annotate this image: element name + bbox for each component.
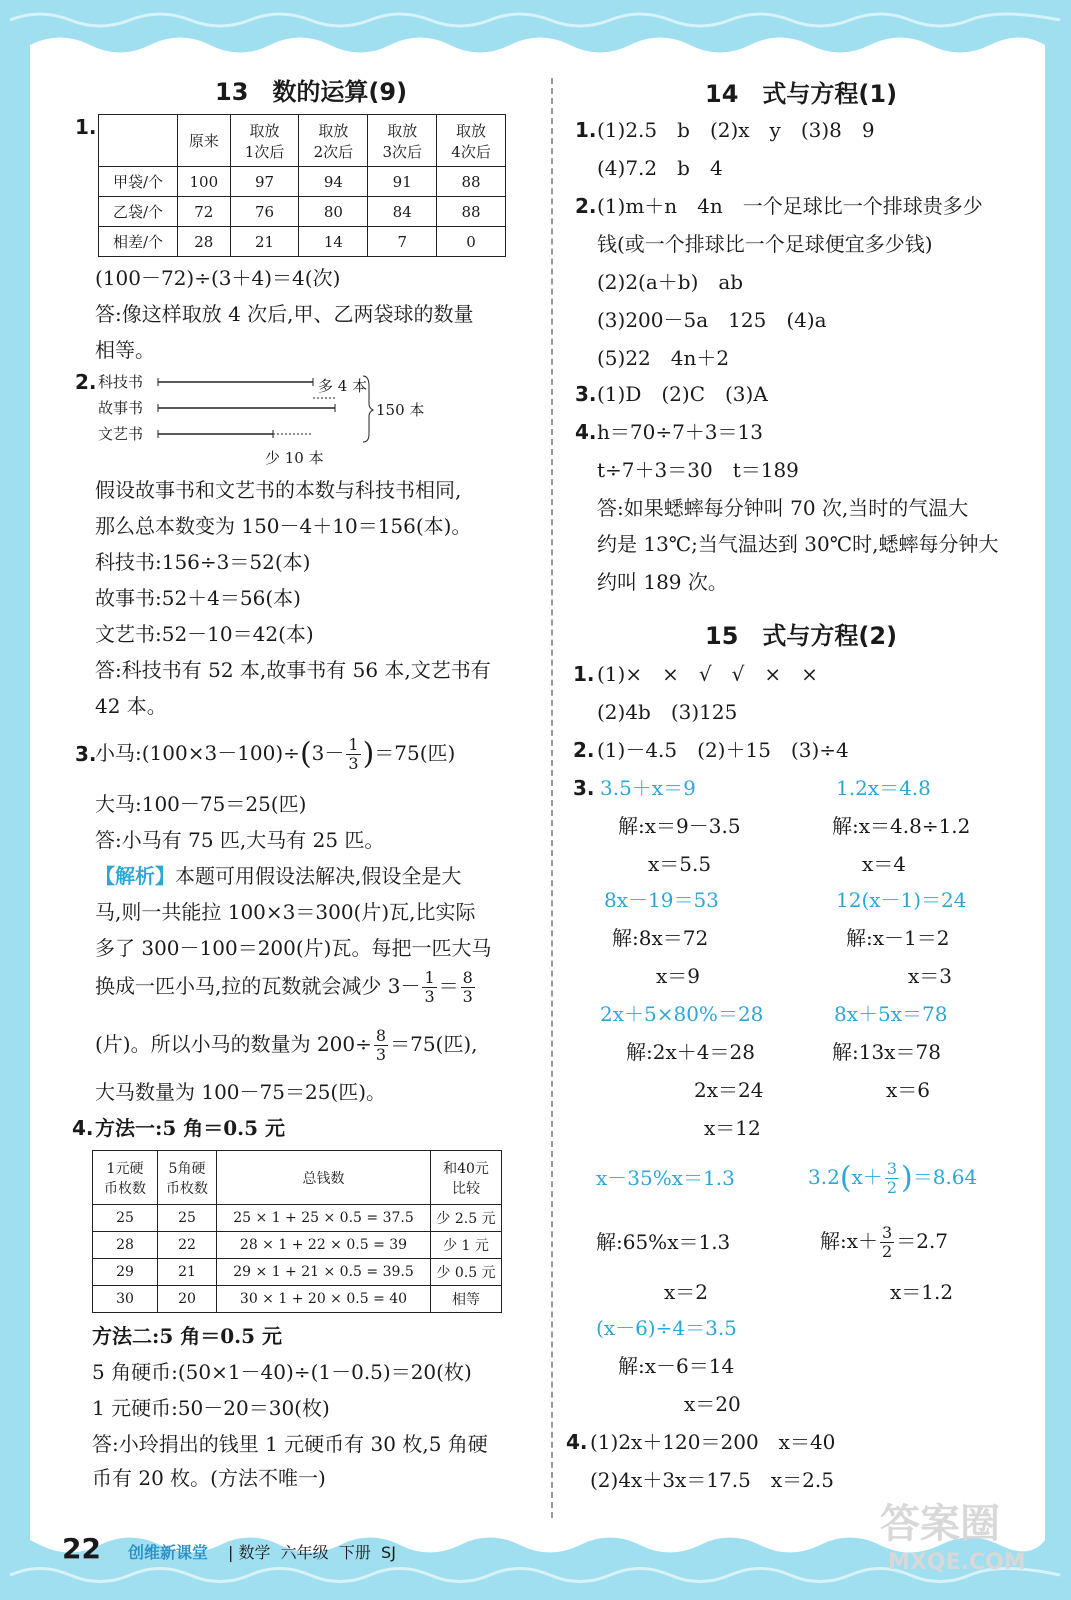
q3-analysis-line-4: 换成一匹小马,拉的瓦数就会减少 3－ $\frac{1}{3}$ ＝ $\frac{8}{3}$ [95,968,473,1006]
equation-1-step-1: 解:x＝9－3.5 [618,814,741,838]
equation-8-step-2: x＝1.2 [890,1280,954,1304]
table-row: 30 20 30 × 1 + 20 × 0.5 = 40 相等 [93,1286,502,1313]
q1-header-4: 取放 4次后 [437,115,506,167]
q3-analysis-line-5: (片)。所以小马的数量为 200÷ $\frac{8}{3}$ ＝75(匹), [95,1026,478,1064]
p1-line-1: (1)× × √ √ × × [597,662,818,686]
q1-header-1: 取放 1次后 [230,115,299,167]
q4-method-2: 方法二:5 角＝0.5 元 [92,1324,283,1348]
equation-7: x－35%x＝1.3 [596,1166,735,1190]
r-q1-number: 1. [575,118,597,142]
p2-line-1: (1)－4.5 (2)＋15 (3)÷4 [597,738,849,762]
r-q2-line-4: (3)200－5a 125 (4)a [597,308,827,332]
p1-line-2: (2)4b (3)125 [597,700,738,724]
q2-number: 2. [75,370,97,394]
q1-line-1: (100－72)÷(3＋4)＝4(次) [95,266,341,290]
r-q4-number: 4. [575,420,597,444]
equation-8-step-1: 解:x＋ $\frac{3}{2}$ ＝2.7 [820,1223,949,1261]
q4-line-1: 5 角硬币:(50×1－40)÷(1－0.5)＝20(枚) [92,1360,472,1384]
r-q2-line-5: (5)22 4n＋2 [597,346,730,370]
equation-7-step-1: 解:65%x＝1.3 [596,1230,731,1254]
equation-1: 3.5＋x＝9 [600,776,696,800]
equation-2-step-2: x＝4 [862,852,907,876]
footer-info: | 数学 六年级 下册 SJ [228,1543,396,1562]
p4-line-2: (2)4x＋3x＝17.5 x＝2.5 [590,1468,834,1492]
equation-5: 2x＋5×80%＝28 [600,1002,764,1026]
q3-analysis-line-3: 多了 300－100＝200(片)瓦。每把一匹大马 [95,936,492,960]
q3-analysis-line-1: 【解析】本题可用假设法解决,假设全是大 [95,864,462,888]
equation-6-step-2: x＝6 [886,1078,931,1102]
equation-7-step-2: x＝2 [664,1280,709,1304]
r-q4-line-5: 约叫 189 次。 [597,570,728,594]
q2-diagram-label-science: 科技书 [98,373,144,391]
r-q2-line-1: (1)m＋n 4n 一个足球比一个排球贵多少 [597,194,983,218]
equation-3: 8x－19＝53 [604,888,719,912]
equation-8: 3.2(x＋ $\frac{3}{2}$ )＝8.64 [808,1159,978,1197]
q2-diagram-less: 少 10 本 [265,449,324,467]
q2-diagram-label-story: 故事书 [98,399,144,417]
r-q4-line-3: 答:如果蟋蟀每分钟叫 70 次,当时的气温大 [597,496,969,520]
table-row: 乙袋/个 72 76 80 84 88 [99,197,506,227]
q1-line-3: 相等。 [95,338,155,362]
section-14-title: 14 式与方程(1) [705,80,898,108]
equation-6: 8x＋5x＝78 [834,1002,948,1026]
equation-9: (x－6)÷4＝3.5 [596,1316,737,1340]
q4-number: 4. [72,1116,94,1140]
q4-table: 1元硬 币枚数 5角硬 币枚数 总钱数 和40元 比较 25 25 25 × 1 + 25 × 0.5 = 37.5 少 2.5 元 28 22 28 × 1 + 22 × 0.5 = 39 少 1 元 29 21 29 × 1 + 21 × 0.5 = 39.5 少 0.5 元 30 20 30 × 1 + 20 × 0.5 = 40 相等 [92,1150,502,1313]
q3-analysis-line-2: 马,则一共能拉 100×3＝300(片)瓦,比实际 [95,900,476,924]
watermark-logo: 答案圈 [880,1501,1000,1547]
table-row: 甲袋/个 100 97 94 91 88 [99,167,506,197]
column-divider [551,78,553,1518]
table-row: 相差/个 28 21 14 7 0 [99,227,506,257]
q2-line-7: 42 本。 [95,694,167,718]
p2-number: 2. [573,738,595,762]
section-15-title: 15 式与方程(2) [705,622,898,650]
equation-9-step-1: 解:x－6＝14 [618,1354,735,1378]
q3-line-3: 答:小马有 75 匹,大马有 25 匹。 [95,828,385,852]
p1-number: 1. [573,662,595,686]
table-row: 25 25 25 × 1 + 25 × 0.5 = 37.5 少 2.5 元 [93,1205,502,1232]
r-q4-line-1: h＝70÷7＋3＝13 [597,420,763,444]
equation-3-step-2: x＝9 [656,964,701,988]
r-q2-line-3: (2)2(a＋b) ab [597,270,744,294]
q3-analysis-line-6: 大马数量为 100－75＝25(匹)。 [95,1080,387,1104]
brand-name: 创维新课堂 [128,1543,209,1562]
equation-4-step-1: 解:x－1＝2 [846,926,950,950]
r-q2-line-2: 钱(或一个排球比一个足球便宜多少钱) [597,232,933,256]
q2-line-3: 科技书:156÷3＝52(本) [95,550,311,574]
table-row: 28 22 28 × 1 + 22 × 0.5 = 39 少 1 元 [93,1232,502,1259]
q2-line-4: 故事书:52＋4＝56(本) [95,586,301,610]
page-number: 22 [62,1532,101,1565]
q2-diagram-label-literature: 文艺书 [98,425,144,443]
p4-line-1: (1)2x＋120＝200 x＝40 [590,1430,836,1454]
r-q1-line-2: (4)7.2 b 4 [597,156,723,180]
equation-3-step-1: 解:8x＝72 [612,926,709,950]
q4-line-4: 币有 20 枚。(方法不唯一) [92,1466,326,1490]
equation-9-step-2: x＝20 [684,1392,741,1416]
q4-line-3: 答:小玲捐出的钱里 1 元硬币有 30 枚,5 角硬 [92,1432,488,1456]
r-q1-line-1: (1)2.5 b (2)x y (3)8 9 [597,118,875,142]
q2-line-6: 答:科技书有 52 本,故事书有 56 本,文艺书有 [95,658,491,682]
section-13-title: 13 数的运算(9) [215,78,408,106]
q1-header-original: 原来 [178,115,231,167]
q1-table [98,114,506,257]
q1-header-3: 取放 3次后 [368,115,437,167]
q3-line-2: 大马:100－75＝25(匹) [95,792,307,816]
q1-header-2: 取放 2次后 [299,115,368,167]
p4-number: 4. [566,1430,588,1454]
equation-6-step-1: 解:13x＝78 [832,1040,941,1064]
watermark-url: MXQE.COM [888,1550,1026,1575]
q1-line-2: 答:像这样取放 4 次后,甲、乙两袋球的数量 [95,302,474,326]
equation-5-step-3: x＝12 [704,1116,761,1140]
equation-4: 12(x－1)＝24 [836,888,967,912]
q3-number: 3. [75,742,97,766]
q2-diagram-total: 150 本 [376,401,425,419]
q2-line-5: 文艺书:52－10＝42(本) [95,622,314,646]
equation-2-step-1: 解:x＝4.8÷1.2 [832,814,971,838]
q2-diagram-more: 多 4 本 [318,377,368,395]
equation-4-step-2: x＝3 [908,964,953,988]
r-q2-number: 2. [575,194,597,218]
equation-1-step-2: x＝5.5 [648,852,712,876]
r-q3-line-1: (1)D (2)C (3)A [597,382,768,406]
q1-number: 1. [75,115,97,139]
r-q4-line-4: 约是 13℃;当气温达到 30℃时,蟋蟀每分钟大 [597,532,999,556]
p3-number: 3. [573,776,595,800]
q2-line-2: 那么总本数变为 150－4＋10＝156(本)。 [95,514,472,538]
q2-line-1: 假设故事书和文艺书的本数与科技书相同, [95,478,462,502]
equation-5-step-2: 2x＝24 [694,1078,764,1102]
q4-line-2: 1 元硬币:50－20＝30(枚) [92,1396,330,1420]
q4-method-1: 方法一:5 角＝0.5 元 [95,1116,286,1140]
equation-5-step-1: 解:2x＋4＝28 [626,1040,755,1064]
equation-2: 1.2x＝4.8 [836,776,931,800]
r-q4-line-2: t÷7＋3＝30 t＝189 [597,458,799,482]
analysis-tag: 【解析】 [95,864,175,888]
r-q3-number: 3. [575,382,597,406]
q3-line-1: 小马:(100×3－100)÷(3－ $\frac{1}{3}$ )＝75(匹) [95,735,456,773]
table-row: 29 21 29 × 1 + 21 × 0.5 = 39.5 少 0.5 元 [93,1259,502,1286]
